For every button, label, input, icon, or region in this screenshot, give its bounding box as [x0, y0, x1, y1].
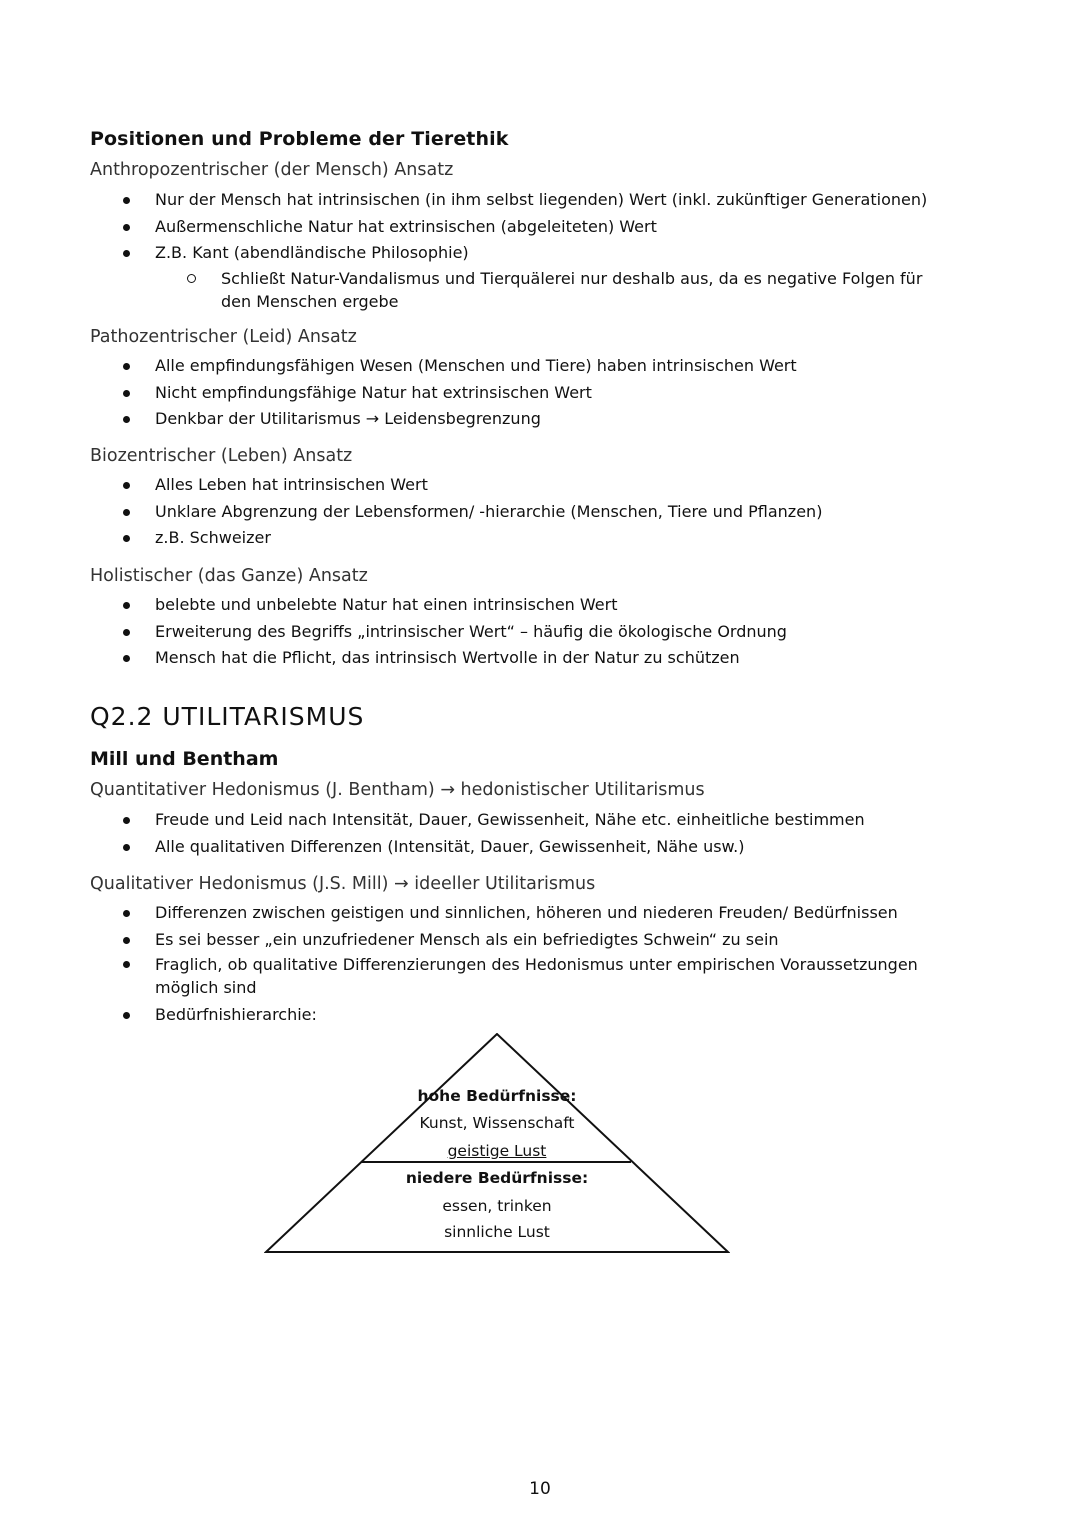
list-item: Alle empfindungsfähigen Wesen (Menschen und Tiere) haben intrinsischen Wert	[0, 353, 1000, 380]
list-item	[0, 240, 1000, 313]
heading-anthropozentrisch: Anthropozentrischer (der Mensch) Ansatz	[90, 160, 454, 180]
list-item: Alles Leben hat intrinsischen Wert	[0, 472, 1000, 499]
list-item: Alle qualitativen Differenzen (Intensität, Dauer, Gewissenheit, Nähe usw.)	[0, 834, 1000, 861]
list-item: Mensch hat die Pflicht, das intrinsisch Wertvolle in der Natur zu schützen	[0, 645, 1000, 672]
list-item: Außermenschliche Natur hat extrinsischen (abgeleiteten) Wert	[0, 214, 1000, 241]
list-item: Fraglich, ob qualitative Differenzierungen des Hedonismus unter empirischen Voraussetzungen möglich sind	[0, 953, 1000, 999]
section-title: Positionen und Probleme der Tierethik	[90, 128, 509, 150]
pyramid-bottom-line1: essen, trinken	[442, 1197, 552, 1215]
pyramid-top-line2: geistige Lust	[447, 1142, 547, 1160]
list-item: Freude und Leid nach Intensität, Dauer, Gewissenheit, Nähe etc. einheitliche bestimmen	[0, 807, 1000, 834]
list-item: Unklare Abgrenzung der Lebensformen/ -hierarchie (Menschen, Tiere und Pflanzen)	[0, 499, 1000, 526]
list-holistisch	[0, 592, 1000, 672]
list-item: z.B. Schweizer	[0, 525, 1000, 552]
heading-biozentrisch: Biozentrischer (Leben) Ansatz	[90, 446, 353, 466]
sublist	[155, 267, 1000, 313]
heading-pathozentrisch: Pathozentrischer (Leid) Ansatz	[90, 327, 357, 347]
heading-quantitativ: Quantitativer Hedonismus (J. Bentham) → hedonistischer Utilitarismus	[90, 780, 705, 800]
list-quantitativ	[0, 807, 1000, 860]
page-number: 10	[529, 1479, 551, 1499]
chapter-subtitle: Mill und Bentham	[90, 748, 279, 770]
list-biozentrisch	[0, 472, 1000, 552]
list-item: Nur der Mensch hat intrinsischen (in ihm selbst liegenden) Wert (inkl. zukünftiger Generationen)	[0, 187, 1000, 214]
list-item-text: Z.B. Kant (abendländische Philosophie)	[155, 243, 469, 262]
list-item: Erweiterung des Begriffs „intrinsischer Wert“ – häufig die ökologische Ordnung	[0, 619, 1000, 646]
list-item: Denkbar der Utilitarismus → Leidensbegrenzung	[0, 406, 1000, 433]
chapter-title: Q2.2 UTILITARISMUS	[90, 702, 365, 731]
list-anthropozentrisch	[0, 187, 1000, 313]
pyramid-bottom-title: niedere Bedürfnisse:	[405, 1169, 589, 1187]
list-item: Bedürfnishierarchie:	[0, 1002, 1000, 1029]
heading-holistisch: Holistischer (das Ganze) Ansatz	[90, 566, 368, 586]
pyramid-top-line1: Kunst, Wissenschaft	[419, 1114, 575, 1132]
pyramid-bottom-line2: sinnliche Lust	[444, 1223, 550, 1241]
list-qualitativ	[0, 900, 1000, 1029]
list-pathozentrisch	[0, 353, 1000, 433]
sublist-item: Schließt Natur-Vandalismus und Tierquälerei nur deshalb aus, da es negative Folgen für den Menschen ergebe	[155, 267, 1000, 313]
list-item: Nicht empfindungsfähige Natur hat extrinsischen Wert	[0, 380, 1000, 407]
list-item: Es sei besser „ein unzufriedener Mensch als ein befriedigtes Schwein“ zu sein	[0, 927, 1000, 954]
pyramid-top-title: hohe Bedürfnisse:	[417, 1087, 577, 1105]
list-item: Differenzen zwischen geistigen und sinnlichen, höheren und niederen Freuden/ Bedürfnissen	[0, 900, 1000, 927]
heading-qualitativ: Qualitativer Hedonismus (J.S. Mill) → ideeller Utilitarismus	[90, 874, 596, 894]
list-item: belebte und unbelebte Natur hat einen intrinsischen Wert	[0, 592, 1000, 619]
